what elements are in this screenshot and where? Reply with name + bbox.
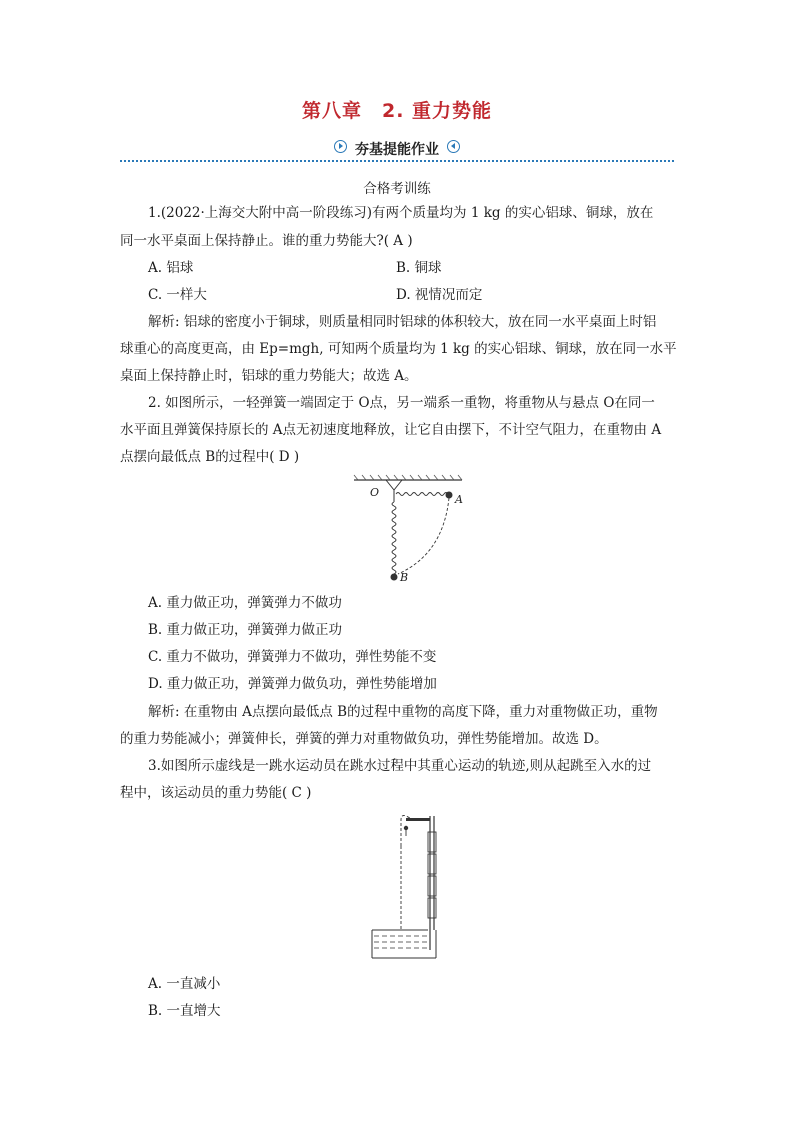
q1-option-d: D. 视情况而定 <box>396 287 483 303</box>
page-title: 第八章 2. 重力势能 <box>301 100 493 122</box>
section-banner <box>120 136 674 164</box>
q3-option-a: A. 一直减小 <box>148 976 221 992</box>
q2-stem-line1: 2. 如图所示，一轻弹簧一端固定于 O点，另一端系一重物，将重物从与悬点 O在同一 <box>148 395 655 411</box>
q2-analysis-line1: 解析: 在重物由 A点摆向最低点 B的过程中重物的高度下降，重力对重物做正功，重物 <box>148 704 658 720</box>
q3-stem-line2: 程中，该运动员的重力势能( C ) <box>120 785 312 801</box>
q2-option-b: B. 重力做正功，弹簧弹力做正功 <box>148 622 343 638</box>
q1-option-a: A. 铝球 <box>148 260 194 276</box>
q1-option-b: B. 铜球 <box>396 260 442 276</box>
q2-stem-line2: 水平面且弹簧保持原长的 A点无初速度地释放，让它自由摆下，不计空气阻力，在重物由 A <box>120 422 662 438</box>
q2-option-a: A. 重力做正功，弹簧弹力不做功 <box>148 595 342 611</box>
right-arrow-icon <box>334 140 347 153</box>
q1-analysis-line3: 桌面上保持静止时，铝球的重力势能大；故选 A。 <box>120 368 418 384</box>
q3-stem-line1: 3.如图所示虚线是一跳水运动员在跳水过程中其重心运动的轨迹,则从起跳至入水的过 <box>148 758 652 774</box>
section-heading: 合格考训练 <box>363 181 431 197</box>
q3-option-b: B. 一直增大 <box>148 1003 221 1019</box>
label-a: A <box>455 493 463 506</box>
diving-figure <box>370 812 454 962</box>
q1-analysis-line1: 解析: 铝球的密度小于铜球，则质量相同时铝球的体积较大，放在同一水平桌面上时铝 <box>148 314 657 330</box>
q1-option-c: C. 一样大 <box>148 287 207 303</box>
dotted-divider <box>120 160 674 162</box>
spring-pendulum-figure <box>348 474 468 584</box>
q1-stem-line2: 同一水平桌面上保持静止。谁的重力势能大?( A ) <box>120 233 413 249</box>
q2-option-d: D. 重力做正功，弹簧弹力做负功，弹性势能增加 <box>148 676 437 692</box>
q1-stem-line1: 1.(2022·上海交大附中高一阶段练习)有两个质量均为 1 kg 的实心铝球、铜球，放在 <box>148 205 654 221</box>
q2-analysis-line2: 的重力势能减小；弹簧伸长，弹簧的弹力对重物做负功，弹性势能增加。故选 D。 <box>120 731 608 747</box>
q1-analysis-line2: 球重心的高度更高，由 Ep=mgh, 可知两个质量均为 1 kg 的实心铝球、铜球，放在同一水平 <box>120 341 677 357</box>
label-o: O <box>370 486 380 499</box>
q2-option-c: C. 重力不做功，弹簧弹力不做功，弹性势能不变 <box>148 649 437 665</box>
left-arrow-icon <box>447 140 460 153</box>
q2-stem-line3: 点摆向最低点 B的过程中( D ) <box>120 449 300 465</box>
banner-label: 夯基提能作业 <box>355 142 439 158</box>
label-b: B <box>400 571 409 584</box>
